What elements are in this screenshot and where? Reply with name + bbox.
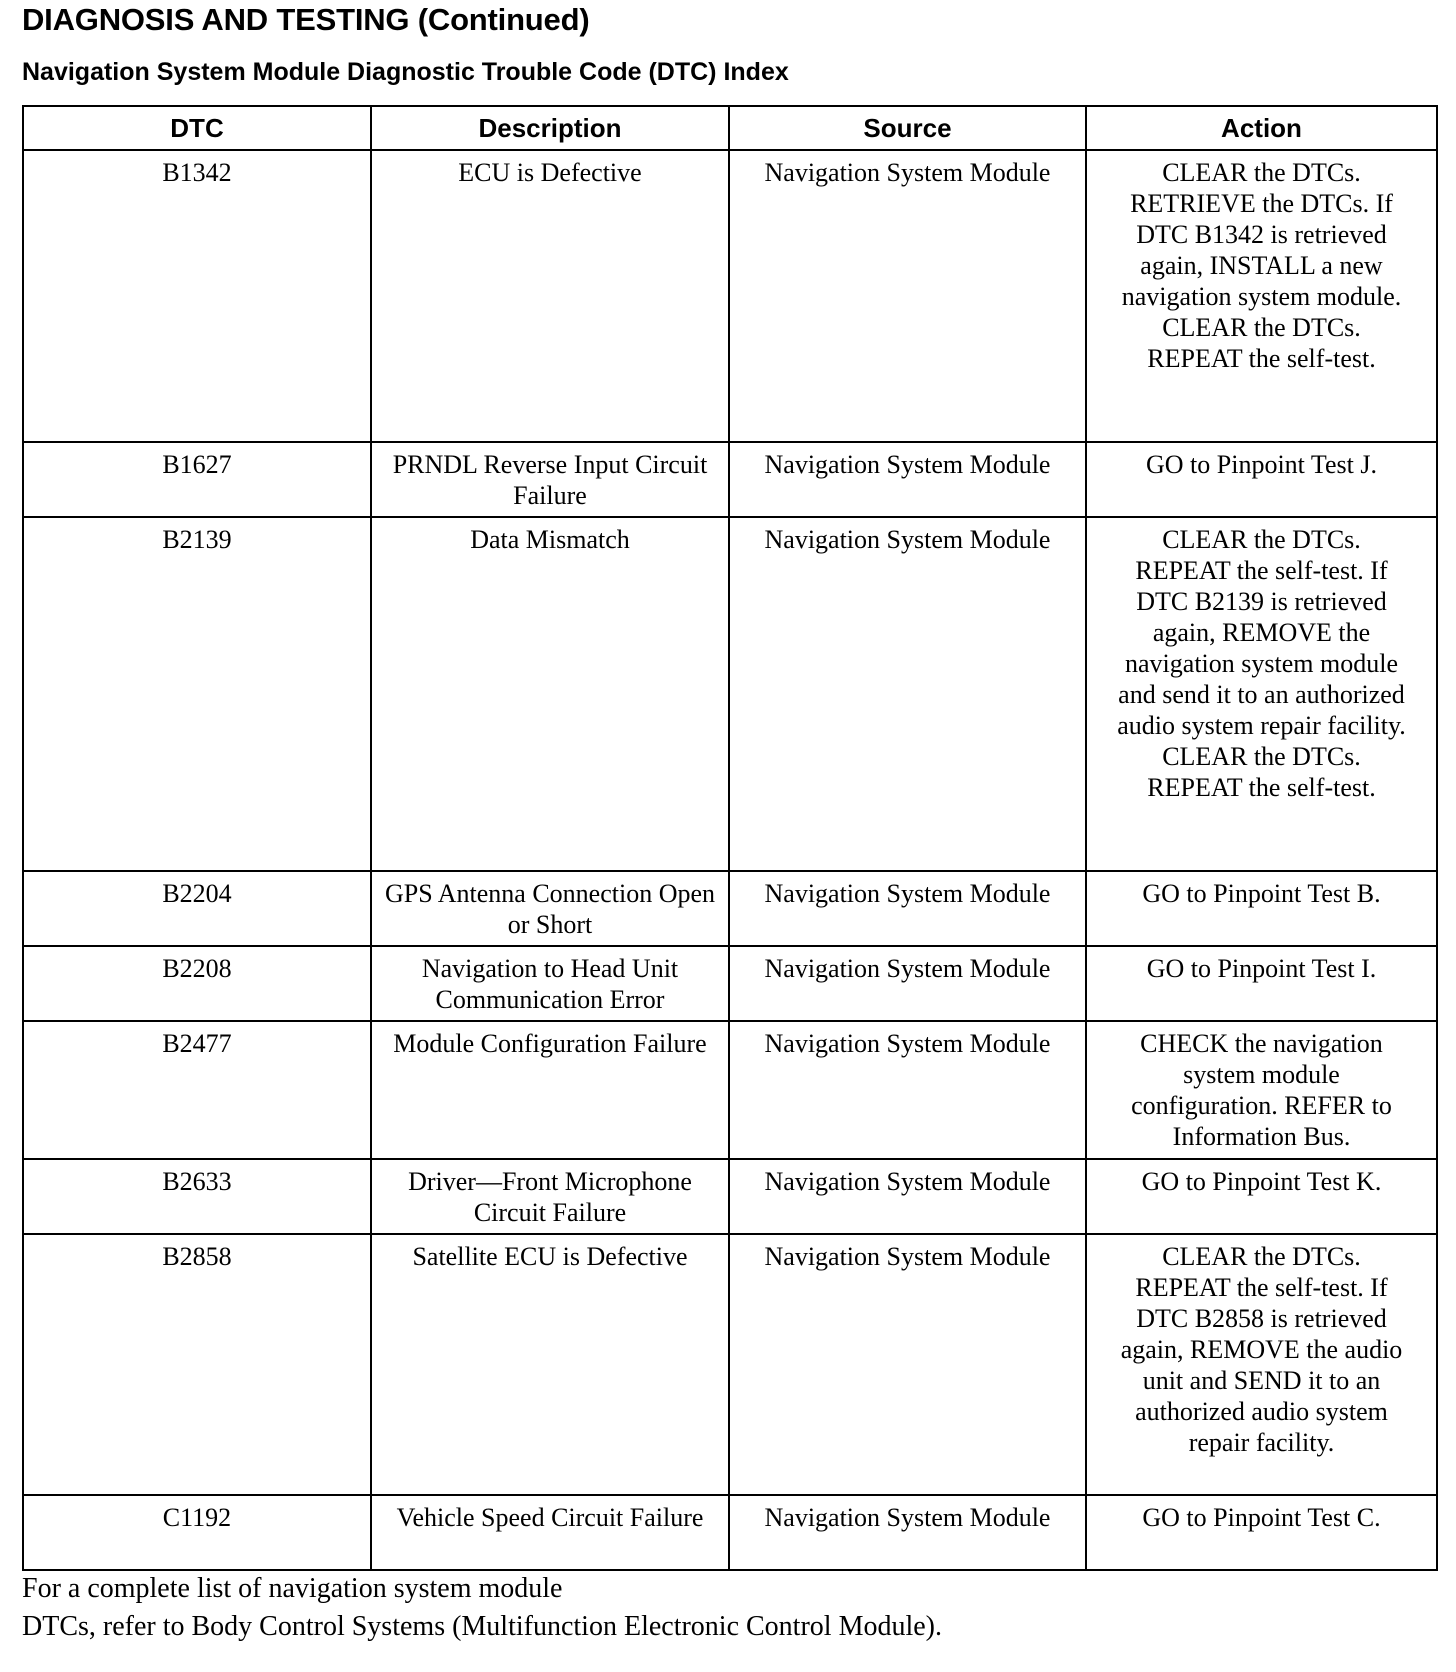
table-title: Navigation System Module Diagnostic Trouble Code (DTC) Index <box>22 58 789 86</box>
page-title: DIAGNOSIS AND TESTING (Continued) <box>22 2 590 37</box>
dtc-code: B2204 <box>23 871 371 946</box>
dtc-description: Data Mismatch <box>371 517 729 871</box>
dtc-source: Navigation System Module <box>729 1021 1086 1159</box>
table-row <box>23 871 1437 946</box>
dtc-action: GO to Pinpoint Test J. <box>1086 442 1437 517</box>
dtc-action: GO to Pinpoint Test C. <box>1086 1495 1437 1570</box>
table-row <box>23 1234 1437 1495</box>
dtc-action: GO to Pinpoint Test I. <box>1086 946 1437 1021</box>
dtc-description: Driver—Front Microphone Circuit Failure <box>371 1159 729 1234</box>
dtc-source: Navigation System Module <box>729 1495 1086 1570</box>
table-row <box>23 946 1437 1021</box>
dtc-description: PRNDL Reverse Input Circuit Failure <box>371 442 729 517</box>
dtc-code: B2858 <box>23 1234 371 1495</box>
dtc-action: GO to Pinpoint Test B. <box>1086 871 1437 946</box>
footer-line-2: DTCs, refer to Body Control Systems (Multifunction Electronic Control Module). <box>22 1611 942 1642</box>
table-header-row <box>23 106 1437 150</box>
dtc-source: Navigation System Module <box>729 517 1086 871</box>
dtc-index-table <box>22 105 1438 1571</box>
dtc-source: Navigation System Module <box>729 442 1086 517</box>
dtc-code: B2139 <box>23 517 371 871</box>
dtc-code: C1192 <box>23 1495 371 1570</box>
dtc-action: GO to Pinpoint Test K. <box>1086 1159 1437 1234</box>
dtc-code: B1342 <box>23 150 371 442</box>
dtc-description: Satellite ECU is Defective <box>371 1234 729 1495</box>
dtc-description: Navigation to Head Unit Communication Error <box>371 946 729 1021</box>
dtc-description: ECU is Defective <box>371 150 729 442</box>
dtc-code: B2633 <box>23 1159 371 1234</box>
footer-note <box>22 1570 942 1646</box>
dtc-action: CLEAR the DTCs. REPEAT the self-test. If DTC B2858 is retrieved again, REMOVE the audio unit and SEND it to an authorized audio system repair facility. <box>1086 1234 1437 1495</box>
dtc-code: B1627 <box>23 442 371 517</box>
column-header-description: Description <box>371 106 729 150</box>
table-row <box>23 1495 1437 1570</box>
dtc-source: Navigation System Module <box>729 1159 1086 1234</box>
column-header-dtc: DTC <box>23 106 371 150</box>
dtc-source: Navigation System Module <box>729 150 1086 442</box>
dtc-description: Module Configuration Failure <box>371 1021 729 1159</box>
table-row <box>23 1159 1437 1234</box>
dtc-action: CLEAR the DTCs. REPEAT the self-test. If DTC B2139 is retrieved again, REMOVE the navigation system module and send it to an authorized audio system repair facility. CLEAR the DTCs. REPEAT the self-test. <box>1086 517 1437 871</box>
dtc-description: GPS Antenna Connection Open or Short <box>371 871 729 946</box>
table-row <box>23 150 1437 442</box>
dtc-action: CLEAR the DTCs. RETRIEVE the DTCs. If DTC B1342 is retrieved again, INSTALL a new navigation system module. CLEAR the DTCs. REPEAT the self-test. <box>1086 150 1437 442</box>
column-header-source: Source <box>729 106 1086 150</box>
dtc-source: Navigation System Module <box>729 871 1086 946</box>
dtc-code: B2477 <box>23 1021 371 1159</box>
table-row <box>23 517 1437 871</box>
dtc-source: Navigation System Module <box>729 946 1086 1021</box>
column-header-action: Action <box>1086 106 1437 150</box>
dtc-description: Vehicle Speed Circuit Failure <box>371 1495 729 1570</box>
dtc-action: CHECK the navigation system module configuration. REFER to Information Bus. <box>1086 1021 1437 1159</box>
footer-line-1: For a complete list of navigation system module <box>22 1573 563 1604</box>
dtc-source: Navigation System Module <box>729 1234 1086 1495</box>
table-row <box>23 442 1437 517</box>
dtc-code: B2208 <box>23 946 371 1021</box>
table-row <box>23 1021 1437 1159</box>
